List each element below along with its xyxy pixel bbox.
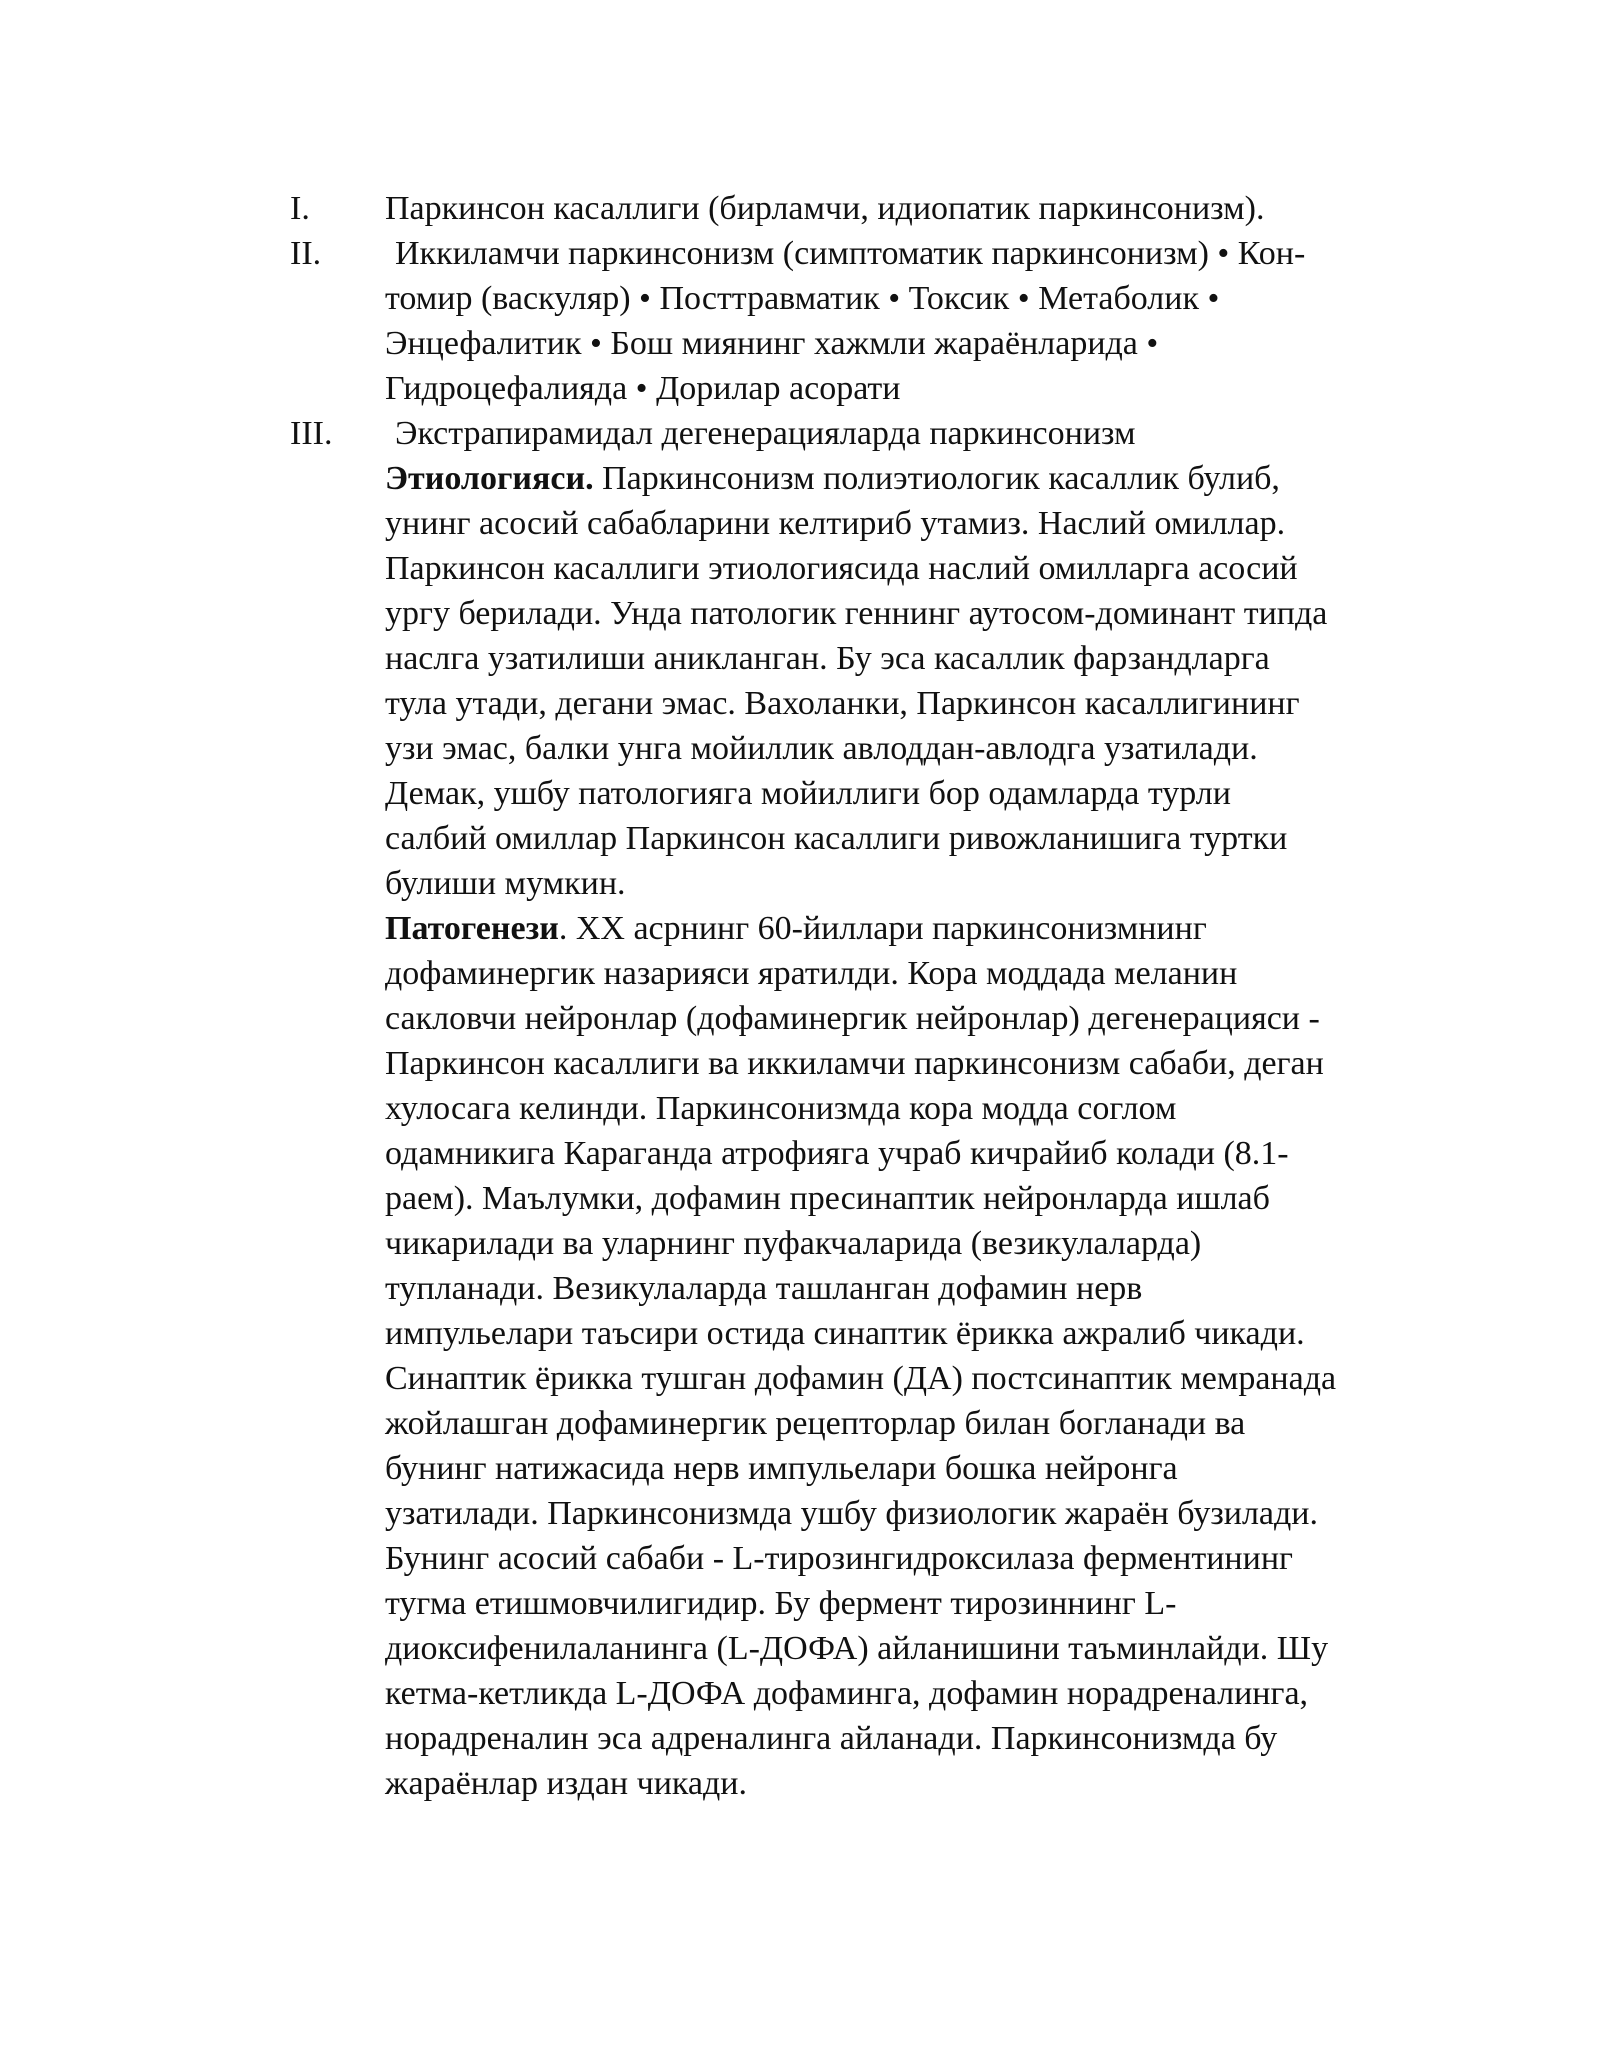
list-item-1 xyxy=(290,186,1430,231)
pathogenesis-label: Патогенези xyxy=(385,910,559,947)
list-numeral: II. xyxy=(290,235,322,272)
text-line: сакловчи нейронлар (дофаминергик нейронлар) дегенерацияси - xyxy=(385,1000,1320,1037)
etiology-first-line: Паркинсонизм полиэтиологик касаллик булиб, xyxy=(593,460,1280,497)
text-line: Энцефалитик • Бош миянинг хажмли жараёнларида • xyxy=(385,325,1159,362)
text-line: раем). Маълумки, дофамин пресинаптик нейронларда ишлаб xyxy=(385,1180,1270,1217)
text-line: томир (васкуляр) • Посттравматик • Токсик • Метаболик • xyxy=(385,280,1220,317)
text-line: наслга узатилиши аникланган. Бу эса касаллик фарзандларга xyxy=(385,640,1270,677)
text-line: норадреналин эса адреналинга айланади. Паркинсонизмда бу xyxy=(385,1720,1278,1757)
text-line: Синаптик ёрикка тушган дофамин (ДА) постсинаптик мемранада xyxy=(385,1360,1337,1397)
text-line: тугма етишмовчилигидир. Бу фермент тирозиннинг L- xyxy=(385,1585,1177,1622)
numbered-list xyxy=(290,186,1430,1806)
text-line: Паркинсон касаллиги ва иккиламчи паркинсонизм сабаби, деган xyxy=(385,1045,1324,1082)
list-numeral: III. xyxy=(290,415,333,452)
etiology-label: Этиологияси. xyxy=(385,460,594,497)
list-item-3 xyxy=(290,411,1430,1806)
text-line xyxy=(385,456,1430,501)
text-line: узи эмас, балки унга мойиллик авлоддан-авлодга узатилади. xyxy=(385,730,1258,767)
text-line: Бунинг асосий сабаби - L-тирозингидроксилаза ферментининг xyxy=(385,1540,1293,1577)
section-heading-line: Экстрапирамидал дегенерацияларда паркинсонизм xyxy=(395,415,1136,452)
text-line: Демак, ушбу патологияга мойиллиги бор одамларда турли xyxy=(385,775,1231,812)
text-line: Иккиламчи паркинсонизм (симптоматик паркинсонизм) • Кон- xyxy=(395,235,1306,272)
list-item-2 xyxy=(290,231,1430,411)
etiology-paragraph xyxy=(385,456,1430,906)
text-line: унинг асосий сабабларини келтириб утамиз. Наслий омиллар. xyxy=(385,505,1286,542)
text-line: Гидроцефалияда • Дорилар асорати xyxy=(385,370,901,407)
text-line: хулосага келинди. Паркинсонизмда кора модда соглом xyxy=(385,1090,1177,1127)
text-line: одамникига Караганда атрофияга учраб кичрайиб колади (8.1- xyxy=(385,1135,1289,1172)
text-line: тула утади, дегани эмас. Вахоланки, Паркинсон касаллигининг xyxy=(385,685,1300,722)
text-line: дофаминергик назарияси яратилди. Кора моддада меланин xyxy=(385,955,1238,992)
text-line: Паркинсон касаллиги (бирламчи, идиопатик паркинсонизм). xyxy=(385,190,1265,227)
text-line: бунинг натижасида нерв импульелари бошка нейронга xyxy=(385,1450,1178,1487)
list-numeral: I. xyxy=(290,190,310,227)
text-line: узатилади. Паркинсонизмда ушбу физиологик жараён бузилади. xyxy=(385,1495,1318,1532)
text-line: диоксифенилаланинга (L-ДОФА) айланишини таъминлайди. Шу xyxy=(385,1630,1329,1667)
text-line: булиши мумкин. xyxy=(385,865,626,902)
text-line: тупланади. Везикулаларда ташланган дофамин нерв xyxy=(385,1270,1143,1307)
pathogenesis-paragraph xyxy=(385,906,1430,1806)
text-line: жойлашган дофаминергик рецепторлар билан богланади ва xyxy=(385,1405,1246,1442)
text-line: салбий омиллар Паркинсон касаллиги ривожланишига туртки xyxy=(385,820,1288,857)
text-line: жараёнлар издан чикади. xyxy=(385,1765,747,1802)
text-line: Паркинсон касаллиги этиологиясида наслий омилларга асосий xyxy=(385,550,1298,587)
text-line: импульелари таъсири остида синаптик ёрикка ажралиб чикади. xyxy=(385,1315,1305,1352)
text-line: чикарилади ва уларнинг пуфакчаларида (везикулаларда) xyxy=(385,1225,1202,1262)
text-line xyxy=(385,906,1430,951)
text-line: кетма-кетликда L-ДОФА дофаминга, дофамин норадреналинга, xyxy=(385,1675,1309,1712)
text-line: ургу берилади. Унда патологик геннинг аутосом-доминант типда xyxy=(385,595,1328,632)
pathogenesis-first-line: . XX асрнинг 60-йиллари паркинсонизмнинг xyxy=(558,910,1207,947)
